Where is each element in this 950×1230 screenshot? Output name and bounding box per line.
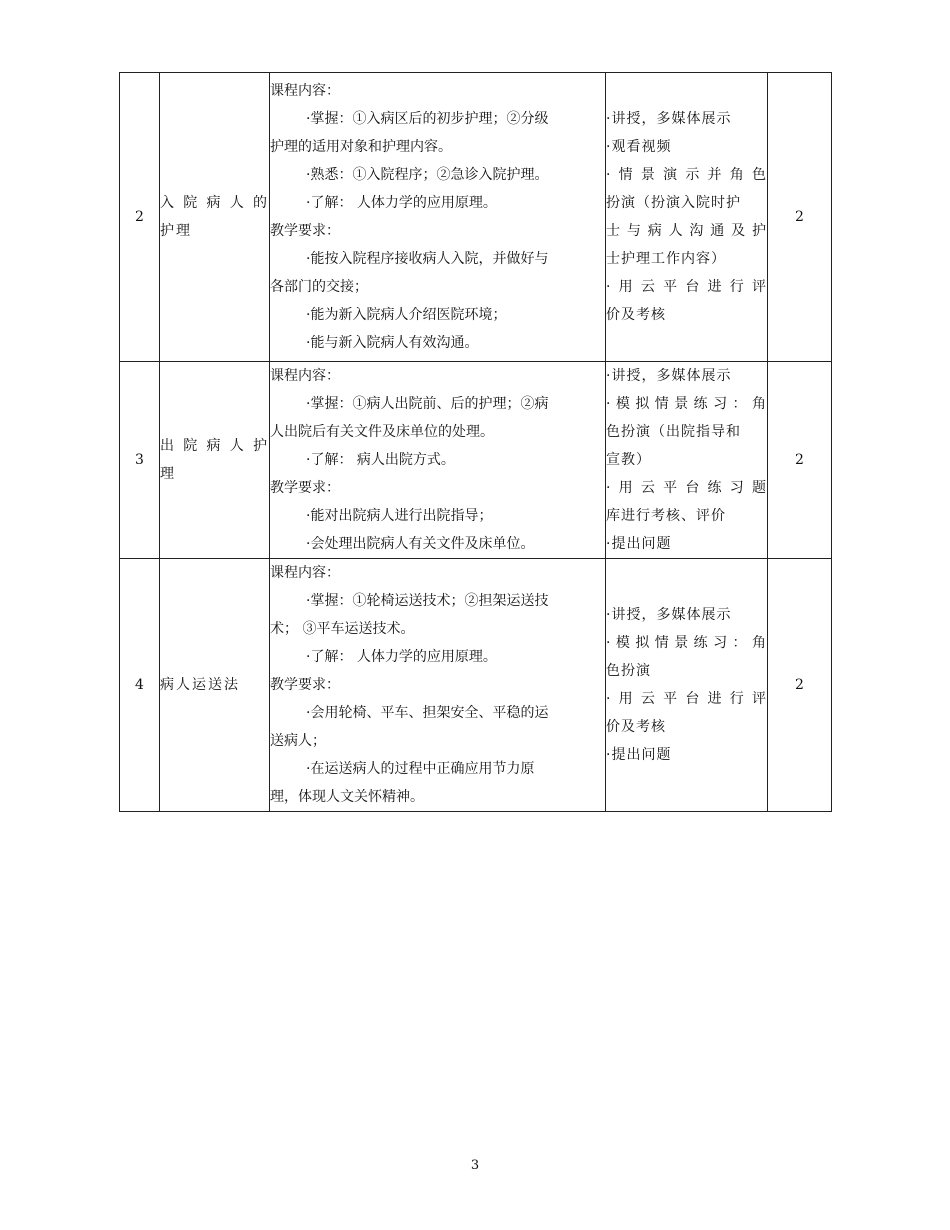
method-line: 色扮演: [606, 663, 651, 679]
method-line: ·讲授，多媒体展示: [606, 607, 732, 623]
table-body: [120, 73, 832, 812]
hours-cell: 2: [768, 73, 832, 362]
syllabus-table: [119, 72, 832, 812]
method-line: 宣教）: [606, 452, 651, 468]
row-number: 2: [120, 73, 160, 362]
method-line: 色扮演（出院指导和: [606, 424, 741, 440]
content-line: 送病人；: [270, 733, 326, 749]
content-cell: [270, 559, 606, 812]
method-line: 士与病人沟通及护: [606, 223, 767, 239]
methods-cell: [606, 559, 768, 812]
content-line: 课程内容：: [270, 83, 340, 99]
content-line: 课程内容：: [270, 565, 340, 581]
method-line: ·用云平台进行评: [606, 691, 767, 707]
method-line: ·提出问题: [606, 536, 672, 552]
topic-cell: [160, 559, 270, 812]
content-line: 教学要求：: [270, 677, 340, 693]
content-cell: [270, 362, 606, 559]
topic-line: 护理: [160, 223, 192, 239]
topic-cell: [160, 362, 270, 559]
method-line: 价及考核: [606, 307, 666, 323]
method-line: ·情景演示并角色: [606, 167, 767, 183]
content-line: ·了解： 人体力学的应用原理。: [306, 649, 497, 665]
content-line: 人出院后有关文件及床单位的处理。: [270, 424, 494, 440]
content-line: 课程内容：: [270, 368, 340, 384]
method-line: 士护理工作内容）: [606, 251, 726, 267]
page-number: 3: [470, 1158, 480, 1173]
content-line: 术； ③平车运送技术。: [270, 621, 415, 637]
row-number: 4: [120, 559, 160, 812]
method-line: ·用云平台进行评: [606, 279, 767, 295]
content-line: ·掌握：①入病区后的初步护理；②分级: [306, 111, 549, 127]
content-line: ·在运送病人的过程中正确应用节力原: [306, 761, 535, 777]
hours-cell: 2: [768, 559, 832, 812]
method-line: ·讲授，多媒体展示: [606, 368, 732, 384]
table-row: [120, 362, 832, 559]
content-line: ·能为新入院病人介绍医院环境；: [306, 307, 507, 323]
table-row: [120, 73, 832, 362]
content-line: 理，体现人文关怀精神。: [270, 789, 424, 805]
content-line: ·掌握：①轮椅运送技术；②担架运送技: [306, 593, 549, 609]
topic-line: 入院病人的: [160, 195, 269, 211]
method-line: ·用云平台练习题: [606, 480, 767, 496]
method-line: 库进行考核、评价: [606, 508, 726, 524]
content-line: ·会处理出院病人有关文件及床单位。: [306, 536, 535, 552]
methods-cell: [606, 73, 768, 362]
content-line: ·能与新入院病人有效沟通。: [306, 335, 479, 351]
content-line: ·能对出院病人进行出院指导；: [306, 508, 493, 524]
content-line: 教学要求：: [270, 223, 340, 239]
topic-line: 出院病人护: [160, 438, 269, 454]
content-line: ·熟悉：①入院程序；②急诊入院护理。: [306, 167, 549, 183]
content-line: ·了解： 人体力学的应用原理。: [306, 195, 497, 211]
table-row: [120, 559, 832, 812]
content-line: 护理的适用对象和护理内容。: [270, 139, 452, 155]
content-line: ·掌握：①病人出院前、后的护理；②病: [306, 396, 549, 412]
methods-cell: [606, 362, 768, 559]
content-line: ·了解： 病人出院方式。: [306, 452, 455, 468]
content-line: ·会用轮椅、平车、担架安全、平稳的运: [306, 705, 549, 721]
topic-line: 理: [160, 466, 176, 482]
content-line: ·能按入院程序接收病人入院，并做好与: [306, 251, 549, 267]
method-line: ·讲授，多媒体展示: [606, 111, 732, 127]
method-line: ·模拟情景练习：角: [606, 396, 767, 412]
method-line: ·提出问题: [606, 747, 672, 763]
content-cell: [270, 73, 606, 362]
method-line: ·观看视频: [606, 139, 672, 155]
topic-line: 病人运送法: [160, 677, 240, 693]
row-number: 3: [120, 362, 160, 559]
hours-cell: 2: [768, 362, 832, 559]
content-line: 各部门的交接；: [270, 279, 368, 295]
topic-cell: [160, 73, 270, 362]
method-line: 扮演（扮演入院时护: [606, 195, 741, 211]
method-line: 价及考核: [606, 719, 666, 735]
content-line: 教学要求：: [270, 480, 340, 496]
method-line: ·模拟情景练习：角: [606, 635, 767, 651]
